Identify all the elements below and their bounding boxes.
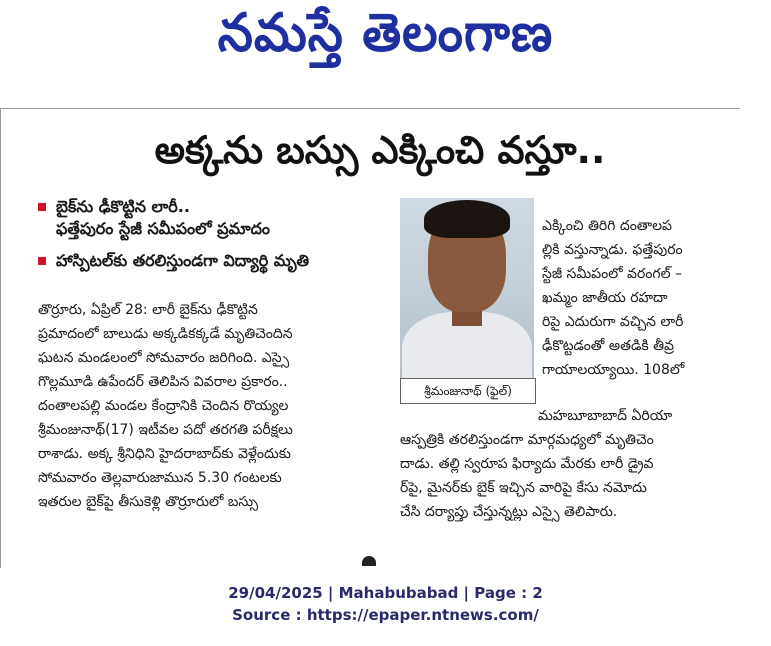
body-line: ఇతరుల బైక్‌పై తీసుకెళ్లి తొర్రూరులో బస్సు <box>38 494 259 510</box>
subheadings <box>38 196 378 272</box>
body-line: గొల్లమూడి ఉపేందర్ తెలిపిన వివరాల ప్రకారం.. <box>38 374 288 390</box>
article-headline: అక్కను బస్సు ఎక్కించి వస్తూ.. <box>154 128 606 172</box>
body-line: రాశాడు. అక్క శ్రీనిధిని హైదరాబాద్‌కు వెళ్లేందుకు <box>38 446 291 462</box>
body-line: ఎక్కించి తిరిగి దంతాలప <box>542 218 672 234</box>
article-body-left <box>38 298 392 514</box>
student-photo <box>400 198 534 392</box>
subheading-text: హాస్పిటల్‌కు తరలిస్తుండగా విద్యార్థి మృతి <box>56 251 310 270</box>
body-line: ల్లికి వస్తున్నాడు. ఫత్తేపురం <box>542 242 683 258</box>
body-line: దంతాలపల్లి మండల కేంద్రానికి చెందిన రొయ్యల <box>38 398 289 414</box>
body-line: ఖమ్మం జాతీయ రహదా <box>542 290 668 306</box>
newspaper-logo: నమస్తే తెలంగాణ <box>217 1 554 63</box>
body-line: మహబూబాబాద్ ఏరియా <box>538 408 673 424</box>
bullet-square-icon <box>38 257 46 265</box>
body-line: ర్‌పై, మైనర్‌కు బైక్ ఇచ్చిన వారిపై కేసు నమోదు <box>400 480 647 496</box>
subheading-text: ఫత్తేపురం స్టేజీ సమీపంలో ప్రమాదం <box>56 219 270 238</box>
bullet-square-icon <box>38 203 46 211</box>
body-line: రిపై ఎదురుగా వచ్చిన లారీ <box>542 314 684 330</box>
left-divider <box>0 108 1 568</box>
subheading-text: బైక్‌ను ఢీకొట్టిన లారీ.. <box>56 197 190 216</box>
article-body-bottom <box>400 404 738 524</box>
body-line: ప్రమాదంలో బాలుడు అక్కడికక్కడే మృతిచెందిన <box>38 326 293 342</box>
body-line: తొర్రూరు, ఏప్రిల్ 28: లారీ బైక్‌ను ఢీకొట్టిన <box>38 302 258 318</box>
body-line: ఆస్పత్రికి తరలిస్తుండగా మార్గమధ్యలో మృతిచెం <box>400 432 654 448</box>
body-line: స్టేజీ సమీపంలో వరంగల్ – <box>542 266 682 282</box>
body-line: సోమవారం తెల్లవారుజామున 5.30 గంటలకు <box>38 470 282 486</box>
clipping-edge-mark <box>362 556 376 566</box>
subheading-item <box>38 250 378 272</box>
article-body-right <box>542 214 738 382</box>
body-line: శ్రీమంజునాథ్(17) ఇటీవల పదో తరగతి పరీక్షలు <box>38 422 293 438</box>
photo-caption: శ్రీమంజునాథ్ (ఫైల్) <box>400 378 536 404</box>
body-line: చేసి దర్యాప్తు చేస్తున్నట్లు ఎస్సై తెలిపారు. <box>400 504 618 520</box>
body-line: దాడు. తల్లి స్వరూప ఫిర్యాదు మేరకు లారీ డ్రైవ <box>400 456 654 472</box>
body-line: ఢీకొట్టడంతో అతడికి తీవ్ర <box>542 338 675 354</box>
clip-source-link[interactable]: Source : https://epaper.ntnews.com/ <box>232 606 539 624</box>
body-line: గాయాలయ్యాయి. 108లో <box>542 362 685 378</box>
clip-date-edition: 29/04/2025 | Mahabubabad | Page : 2 <box>228 584 543 602</box>
top-divider <box>0 108 740 109</box>
clip-footer <box>0 582 771 626</box>
body-line: ఘటన మండలంలో సోమవారం జరిగింది. ఎస్సై <box>38 350 290 366</box>
subheading-item <box>38 196 378 218</box>
masthead <box>0 0 771 78</box>
